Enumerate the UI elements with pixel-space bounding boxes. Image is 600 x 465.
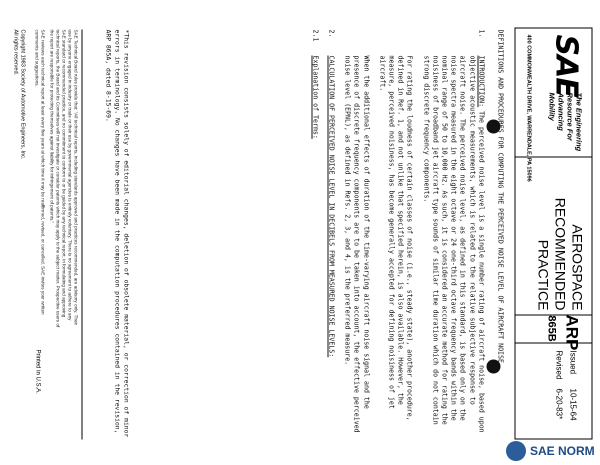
header-doctype-cell: [516, 157, 592, 316]
header-band: [515, 28, 593, 440]
copyright: [12, 30, 26, 160]
section-1-paragraph-1: The perceived noise level is a single number rating of aircraft noise, based upon objective acoustic measurements, which is related to the relative subjective response to aircraft noise. The perceived noise level, as defined in this standard, is based only on the noise spectra measured in the eight octave or 24 one-third octave frequency bands within the nominal range of 50 to 10,000 Hz. As such, it is considered an accurate method for rating the noisiness of broadband jet aircraft type sounds of similar time duration which do not contain strong discrete frequency components.: [422, 55, 486, 433]
watermark-text: SAE NORM: [530, 444, 595, 458]
tagline: [548, 93, 584, 157]
doc-type-line-1: AEROSPACE: [569, 224, 586, 311]
footer-divider: [82, 30, 83, 440]
copyright-line-1: Copyright 1983 Society of Automotive Engineers, Inc.: [19, 29, 26, 160]
doc-type-line-3: PRACTICE: [535, 239, 552, 311]
section-2-1: [303, 30, 319, 440]
dates: [552, 351, 580, 421]
document-page: [1, 0, 600, 465]
watermark: [506, 440, 598, 462]
section-1: [335, 30, 485, 440]
watermark-logo-icon: [506, 441, 526, 461]
section-2: [319, 30, 335, 440]
issued-date: 10-15-64: [568, 388, 578, 421]
section-1-number: 1.: [477, 29, 486, 38]
address: 400 COMMONWEALTH DRIVE, WARRENDALE, PA 15096: [525, 34, 532, 182]
tagline-line-3: Advancing Mobility: [547, 92, 566, 131]
section-2-1-heading: Explanation of Terms:: [311, 55, 320, 139]
document-title: DEFINITIONS AND PROCEDURES FOR COMPUTING THE PERCEIVED NOISE LEVEL OF AIRCRAFT NOISE: [496, 29, 505, 363]
header-logo-cell: [516, 29, 592, 182]
header-number-cell: [516, 314, 592, 351]
issued-label: Issued: [568, 350, 578, 375]
revised-label: Revised: [554, 350, 564, 380]
section-2-heading: CALCULATION OF PERCEIVED NOISE LEVEL IN DECIBELS FROM MEASURED NOISE LEVELS:: [327, 55, 336, 358]
doc-number: 865B: [545, 315, 558, 342]
tagline-line-1: The Engineering: [574, 92, 584, 152]
revision-footnote: *This revision consists solely of editorial changes, deletion of obsolete material, or correction of minor errors in terminology. No changes have been made in the computation procedures contained in the revision, ARP 865A, dated 8-15-69.: [104, 29, 131, 438]
fine-print-2: SAE reviews each technical report at least every five years at which time it may be reaffirmed, revised, or cancelled. SAE invites your written comments and suggestions.: [34, 29, 46, 315]
doc-type: [535, 163, 586, 311]
section-1-paragraph-3: When the additional effects of duration of the time-varying aircraft noise signal and the presence of discrete frequency components are to be taken into account, the effective perceived noise level (EPNL), as defined in Refs. 2, 3, and 4, is the preferred measure.: [343, 55, 371, 433]
revised-date: 6-20-83*: [554, 388, 564, 420]
document-body: [303, 30, 504, 440]
copyright-line-2: All rights reserved.: [12, 29, 19, 76]
tagline-line-2: Resource For: [565, 92, 575, 141]
section-2-1-number: 2.1: [311, 29, 320, 42]
printed-in: Printed in U.S.A.: [34, 349, 41, 394]
fine-print: [34, 30, 79, 330]
doc-type-line-2: RECOMMENDED: [552, 197, 569, 311]
section-1-paragraph-2: For rating the loudness of certain classes of noise (i.e., steady state), another procedure, defined in Ref. 1, and not unlike that specified herein, is also available. However, the measure, perceived noisiness, has become generally accepted for defining noisiness of jet aircraft.: [378, 55, 414, 421]
section-1-heading: INTRODUCTION:: [477, 55, 486, 108]
header-dates-cell: [516, 343, 592, 439]
sae-logo: SAE: [548, 34, 584, 97]
section-2-number: 2.: [327, 29, 336, 38]
doc-class: ARP: [562, 314, 582, 351]
fine-print-1: SAE Technical Board rules provide that: "All technical reports, including standards approved and practices recommended, are advisory only. Their use by anyone engaged in industry or trade or their use by governmental agencies is entirely voluntary. There is no agreement to adhere to any SAE standard or recommended practice, and no commitment to conform to or be guided by any technical report. In formulating and approving technical reports, the Board and its Committees will not investigate or consider patents which may apply to the subject matter. Prospective users of the report are responsible for protecting themselves against liability for infringement of patents.": [49, 29, 79, 328]
